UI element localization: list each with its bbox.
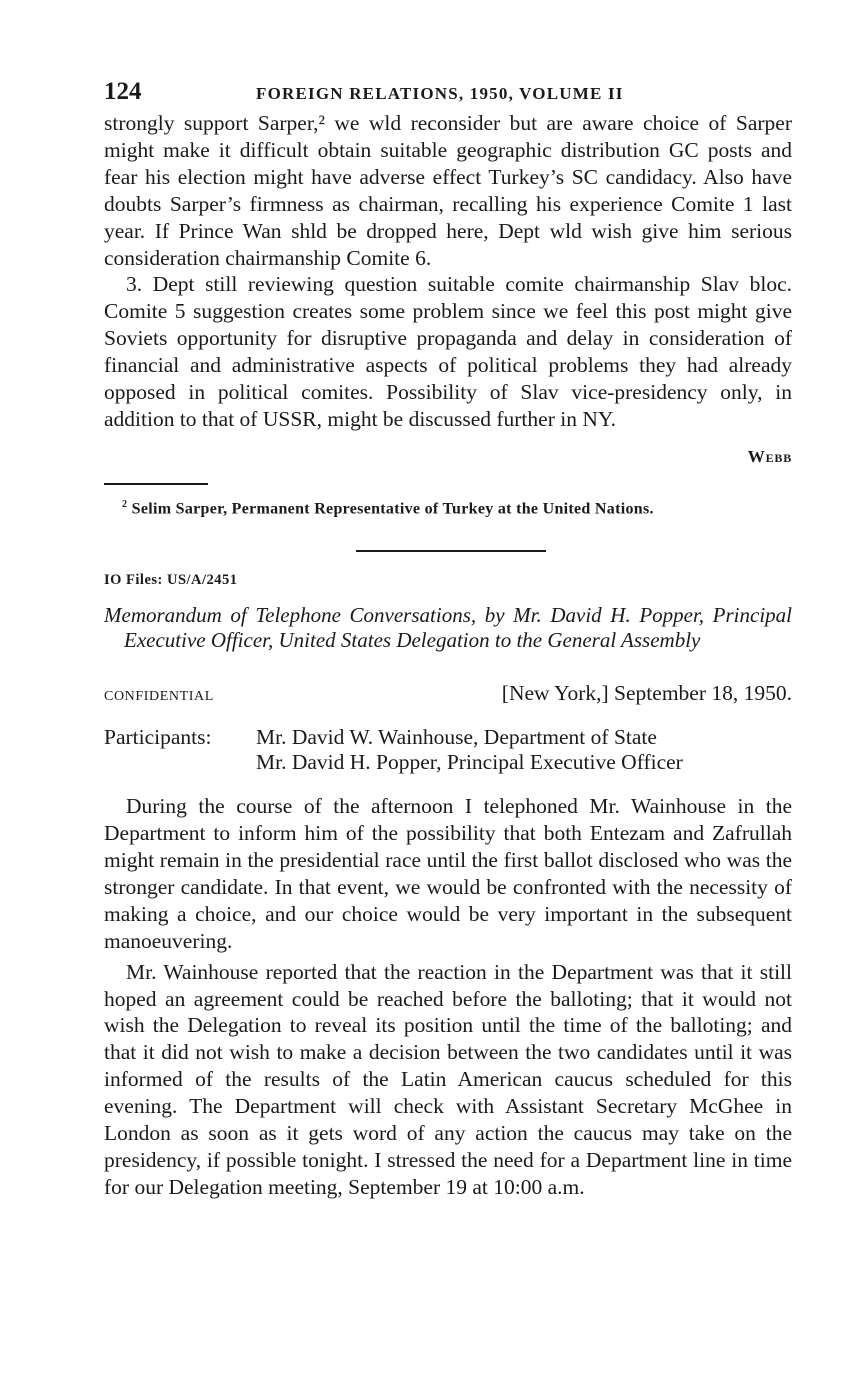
footnote	[104, 499, 792, 518]
memo-paragraph: During the course of the afternoon I telephoned Mr. Wainhouse in the Department to inform him of the possibility that both Entezam and Zafrullah might remain in the presidential race until the first ballot disclosed who was the stronger candidate. In that event, we would be confronted with the necessity of making a choice, and our choice would be very important in the subsequent manoeuvering.	[104, 794, 792, 953]
footnote-text: Selim Sarper, Permanent Representative of Turkey at the United Nations.	[131, 500, 654, 518]
running-head-title: FOREIGN RELATIONS, 1950, VOLUME II	[256, 84, 624, 103]
footnote-divider	[104, 483, 208, 485]
paragraph-3: 3. Dept still reviewing question suitable comite chairmanship Slav bloc. Comite 5 suggestion creates some problem since we feel this post might give Soviets opportunity for disruptive propaganda and delay in consideration of financial and administrative aspects of political problems they had already opposed in political comites. Possibility of Slav vice-presidency only, in addition to that of USSR, might be discussed further in NY.	[104, 272, 792, 431]
footnote-marker: 2	[122, 498, 128, 510]
section-divider	[356, 550, 546, 552]
document-title: Memorandum of Telephone Conversations, by Mr. David H. Popper, Principal Executive Officer, United States Delegation to the General Assembly	[104, 603, 792, 653]
participants-label: Participants:	[104, 725, 212, 750]
document-page	[104, 70, 792, 1201]
classification: CONFIDENTIAL	[104, 689, 214, 705]
participant: Mr. David H. Popper, Principal Executive Officer	[256, 750, 683, 775]
continued-paragraph: strongly support Sarper,² we wld reconsider but are aware choice of Sarper might make it difficult obtain suitable geographic distribution GC posts and fear his election might have adverse effect Turkey’s SC candidacy. Also have doubts Sarper’s firmness as chairman, recalling his experience Comite 1 last year. If Prince Wan shld be dropped here, Dept wld wish give him serious consideration chairmanship Comite 6.	[104, 111, 792, 270]
file-reference: IO Files: US/A/2451	[104, 572, 238, 589]
page-number: 124	[104, 78, 142, 105]
participants-block	[104, 725, 792, 775]
signature: Webb	[747, 446, 792, 466]
participant: Mr. David W. Wainhouse, Department of State	[256, 725, 657, 750]
dateline	[104, 681, 792, 711]
memo-paragraph: Mr. Wainhouse reported that the reaction in the Department was that it still hoped an agreement could be reached before the balloting; that it would not wish the Delegation to reveal its position until the time of the balloting; and that it did not wish to make a decision between the two candidates until it was informed of the results of the Latin American caucus scheduled for this evening. The Department will check with Assistant Secretary McGhee in London as soon as it gets word of any action the caucus may take on the presidency, if possible tonight. I stressed the need for a Department line in time for our Delegation meeting, September 19 at 10:00 a.m.	[104, 959, 792, 1199]
document-date: [New York,] September 18, 1950.	[501, 681, 792, 706]
memo-body	[104, 793, 792, 1201]
running-head	[104, 70, 792, 110]
participants-list	[256, 725, 683, 775]
